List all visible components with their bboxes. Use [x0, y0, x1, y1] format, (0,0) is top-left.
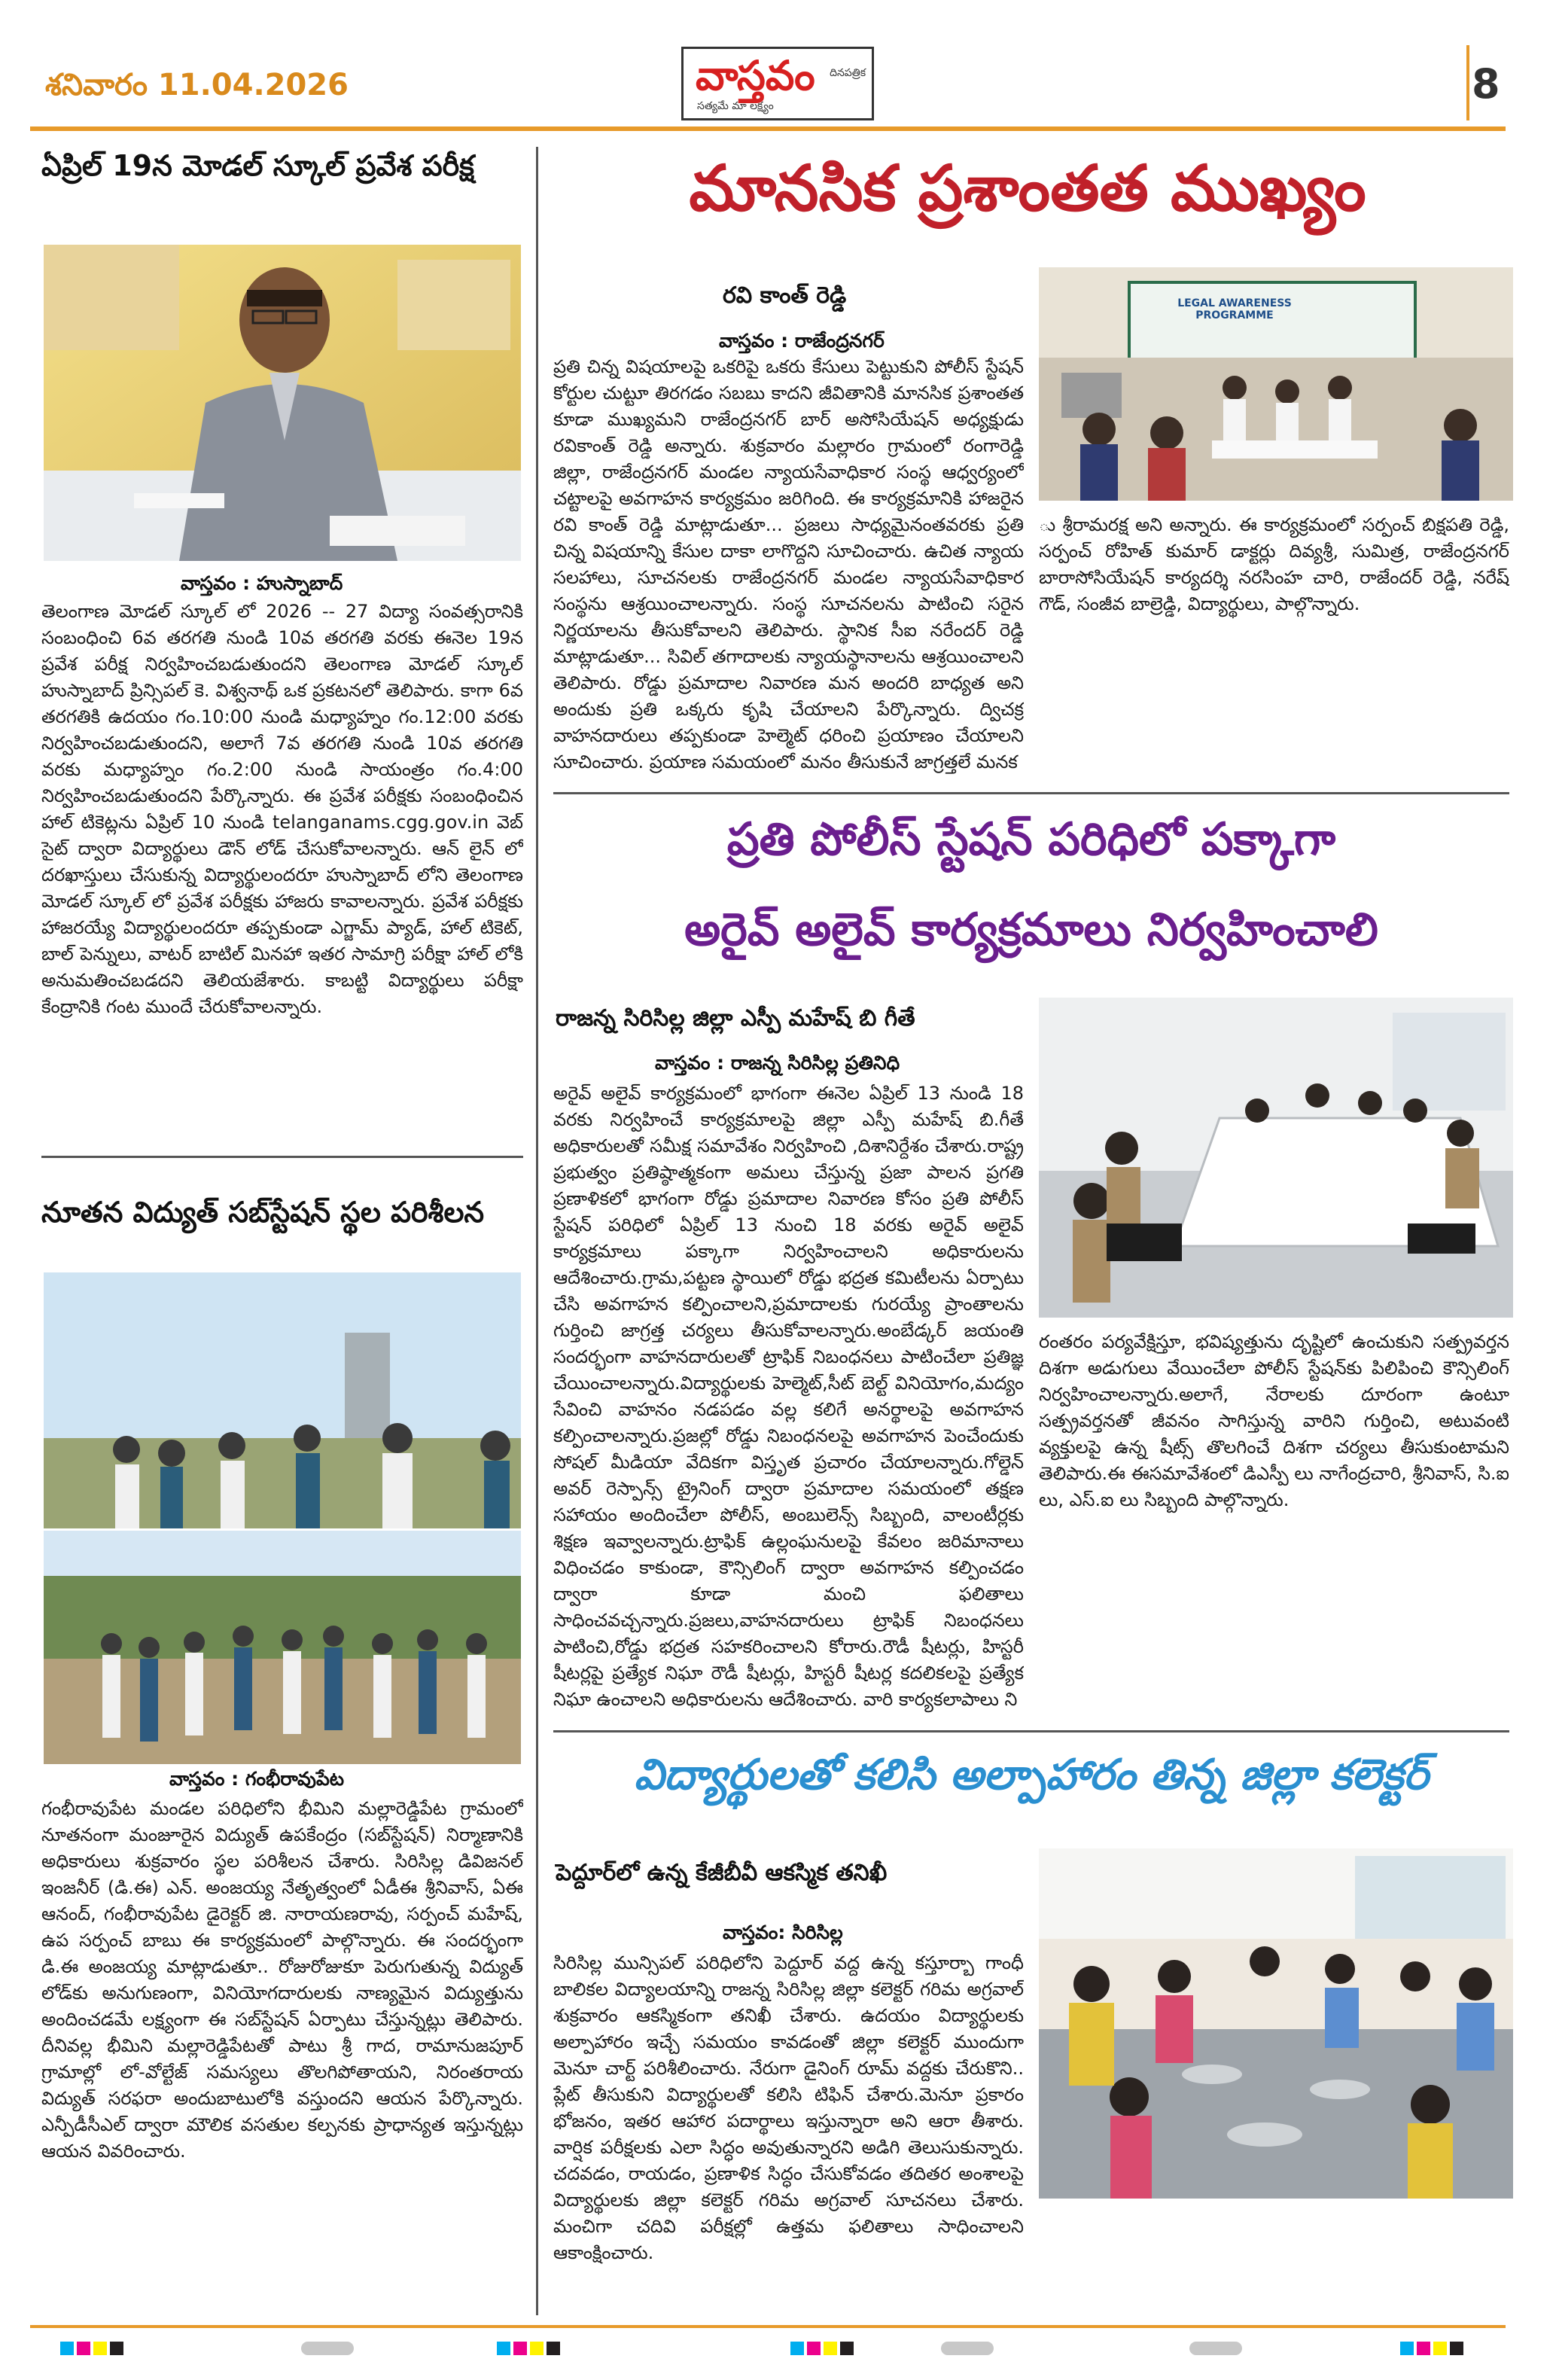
photo-police-meeting — [1039, 998, 1513, 1318]
masthead-subtitle: సత్యమే మా లక్ష్యం — [697, 100, 774, 112]
headline-arrive-alive-1: ప్రతి పోలీస్ స్టేషన్ పరిధిలో పక్కాగా — [726, 813, 1336, 866]
body-arrive-alive-col2: రంతరం పర్యవేక్షిస్తూ, భవిష్యత్తును దృష్టిలో ఉంచుకుని సత్ప్రవర్తన దిశగా అడుగులు వేయించేలా పోలీస్ స్టేషన్‌కు పిలిపించి కౌన్సిలింగ్ నిర్వహించాలన్నారు.అలాగే, నేరాలకు దూరంగా ఉంటూ సత్ప్రవర్తనతో జీవనం సాగిస్తున్న వారిని గుర్తించి, అటువంటి వ్యక్తులపై ఉన్న షీట్స్ తొలగించే దిశగా చర్యలు తీసుకుంటామని తెలిపారు.ఈ ఈసమావేశంలో డిఎస్పీ లు నాగేంద్రచారి, శ్రీనివాస్, సి.ఐ లు, ఎస్.ఐ లు సిబ్బంది పాల్గొన్నారు. — [1039, 1331, 1509, 1510]
divider-left-1 — [41, 1156, 523, 1158]
headline-mental-peace: మానసిక ప్రశాంతత ముఖ్యం — [689, 151, 1366, 225]
masthead-title: వాస్తవం — [696, 52, 815, 99]
photo-substation-2 — [44, 1531, 521, 1764]
body-collector-col1: సిరిసిల్ల మున్సిపల్ పరిధిలోని పెద్దూర్ వద్ద ఉన్న కస్తూర్బా గాంధీ బాలికల విద్యాలయాన్ని రాజన్న సిరిసిల్ల జిల్లా కలెక్టర్ గరిమ అగ్రవాల్ శుక్రవారం ఆకస్మికంగా తనిఖీ చేశారు. ఉదయం విద్యార్థులకు అల్పాహారం ఇచ్చే సమయం కావడంతో జిల్లా కలెక్టర్ ముందుగా మెనూ చార్ట్ పరిశీలించారు. నేరుగా డైనింగ్ రూమ్ వద్దకు చేరుకొని.. ప్లేట్ తీసుకుని విద్యార్థులతో కలిసి టిఫిన్ చేశారు.మెనూ ప్రకారం భోజనం, ఇతర ఆహార పదార్థాలు ఇస్తున్నారా అని ఆరా తీశారు. వార్షిక పరీక్షలకు ఎలా సిద్ధం అవుతున్నారని అడిగి తెలుసుకున్నారు. చదవడం, రాయడం, ప్రణాళిక సిద్ధం చేసుకోవడం తదితర అంశాలపై విద్యార్థులకు జిల్లా కలెక్టర్ గరిమ అగ్రవాల్ సూచనలు చేశారు. మంచిగా చదివి పరీక్షల్లో ఉత్తమ ఫలితాలు సాధించాలని ఆకాంక్షించారు. — [553, 1952, 1024, 2263]
dateline-substation: వాస్తవం : గంభీరావుపేట — [169, 1768, 345, 1790]
masthead-logo — [681, 47, 874, 120]
divider-right-2 — [553, 1730, 1509, 1732]
dateline-arrive-alive: వాస్తవం : రాజన్న సిరిసిల్ల ప్రతినిధి — [655, 1052, 900, 1074]
dateline-mental-peace: వాస్తవం : రాజేంద్రనగర్ — [719, 330, 885, 352]
masthead-tag: దినపత్రిక — [830, 67, 866, 79]
photo-substation-1 — [44, 1272, 521, 1528]
issue-date: శనివారం 11.04.2026 — [45, 68, 349, 102]
byline-mental-peace: రవి కాంత్ రెడ్డి — [723, 282, 847, 309]
body-mental-peace-col1: ప్రతి చిన్న విషయాలపై ఒకరిపై ఒకరు కేసులు పెట్టుకుని పోలీస్ స్టేషన్ కోర్టుల చుట్టూ తిరగడం సబబు కాదని జీవితానికి మానసిక ప్రశాంతత కూడా ముఖ్యమని రాజేంద్రనగర్ బార్ అసోసియేషన్ అధ్యక్షుడు రవికాంత్ రెడ్డి అన్నారు. శుక్రవారం మల్లారం గ్రామంలో రంగారెడ్డి జిల్లా, రాజేంద్రనగర్ మండల న్యాయసేవాధికార సంస్థ ఆధ్వర్యంలో చట్టాలపై అవగాహన కార్యక్రమం జరిగింది. ఈ కార్యక్రమానికి హాజరైన రవి కాంత్ రెడ్డి మాట్లాడుతూ... ప్రజలు సాధ్యమైనంతవరకు ప్రతి చిన్న విషయాన్ని కేసుల దాకా లాగొద్దని సూచించారు. ఉచిత న్యాయ సలహాలు, సూచనలకు రాజేంద్రనగర్ మండల న్యాయసేవాధికార సంస్థను ఆశ్రయించాలన్నారు. సంస్థ సూచనలను పాటించి సరైన నిర్ణయాలను తీసుకోవాలని తెలిపారు. స్థానిక సీఐ నరేందర్ రెడ్డి మాట్లాడుతూ... సివిల్ తగాదాలకు న్యాయస్థానాలను ఆశ్రయించాలని తెలిపారు. రోడ్డు ప్రమాదాల నివారణ మన అందరి బాధ్యత అని అందుకు ప్రతి ఒక్కరు కృషి చేయాలని పేర్కొన్నారు. ద్విచక్ర వాహనదారులు తప్పకుండా హెల్మెట్ ధరించి ప్రయాణం చేయాలని సూచించారు. ప్రయాణ సమయంలో మనం తీసుకునే జాగ్రత్తలే మనక — [553, 356, 1024, 773]
headline-arrive-alive-2: అరైవ్ అలైవ్ కార్యక్రమాలు నిర్వహించాలి — [684, 904, 1378, 956]
page-number: 8 — [1472, 60, 1500, 108]
body-arrive-alive-col1: అరైవ్ అలైవ్ కార్యక్రమంలో భాగంగా ఈనెల ఏప్రిల్ 13 నుండి 18 వరకు నిర్వహించే కార్యక్రమాలపై జిల్లా ఎస్పీ మహేష్ బి.గీతే అధికారులతో సమీక్ష సమావేశం నిర్వహించి ,దిశానిర్దేశం చేశారు.రాష్ట్ర ప్రభుత్వం ప్రతిష్ఠాత్మకంగా అమలు చేస్తున్న ప్రజా పాలన ప్రగతి ప్రణాళికలో భాగంగా రోడ్డు ప్రమాదాల నివారణ కోసం ప్రతి పోలీస్ స్టేషన్ పరిధిలో ఏప్రిల్ 13 నుంచి 18 వరకు అరైవ్ అలైవ్ కార్యక్రమాలు పక్కాగా నిర్వహించాలని అధికారులను ఆదేశించారు.గ్రామ,పట్టణ స్థాయిలో రోడ్డు భద్రత కమిటీలను ఏర్పాటు చేసి అవగాహన కల్పించాలని,ప్రమాదాలకు గురయ్యే ప్రాంతాలను గుర్తించి జాగ్రత్త చర్యలు తీసుకోవాలన్నారు.అంబేడ్కర్ జయంతి సందర్భంగా వాహనదారులతో ట్రాఫిక్ నిబంధనలు పాటించేలా ప్రతిజ్ఞ చేయించాలన్నారు.విద్యార్థులకు హెల్మెట్,సీట్ బెల్ట్ వినియోగం,మద్యం సేవించి వాహనం నడపడం వల్ల కలిగే అనర్థాలపై అవగాహన కల్పించాలన్నారు.ప్రజల్లో రోడ్డు నిబంధనలపై అవగాహన పెంచేందుకు సోషల్ మీడియా వేదికగా విస్తృత ప్రచారం చేయాలన్నారు.గోల్డెన్ అవర్ రెస్పాన్స్ ట్రైనింగ్ ద్వారా ప్రమాదాల సమయంలో తక్షణ సహాయం అందించేలా పోలీస్, అంబులెన్స్ సిబ్బంది, వాలంటీర్లకు శిక్షణ ఇవ్వాలన్నారు.ట్రాఫిక్ ఉల్లంఘనులపై కేవలం జరిమానాలు విధించడం కాకుండా, కౌన్సిలింగ్ ద్వారా అవగాహన కల్పించడం ద్వారా కూడా మంచి ఫలితాలు సాధించవచ్చన్నారు.ప్రజలు,వాహనదారులు ట్రాఫిక్ నిబంధనలు పాటించి,రోడ్డు భద్రత సహకరించాలని కోరారు.రౌడీ షీటర్లు, హిస్టరీ షీటర్లపై ప్రత్యేక నిఘా రౌడీ షీటర్లు, హిస్టరీ షీటర్ల కదలికలపై ప్రత్యేక నిఘా ఉంచాలని అధికారులను ఆదేశించారు. వారి కార్యకలాపాలు ని — [553, 1083, 1024, 1710]
footer-rule — [30, 2325, 1506, 2328]
body-substation: గంభీరావుపేట మండల పరిధిలోని భీమిని మల్లారెడ్డిపేట గ్రామంలో నూతనంగా మంజూరైన విద్యుత్ ఉపకేంద్రం (సబ్‌స్టేషన్) నిర్మాణానికి అధికారులు శుక్రవారం స్థల పరిశీలన చేశారు. సిరిసిల్ల డివిజనల్ ఇంజనీర్ (డి.ఈ) ఎన్. అంజయ్య నేతృత్వంలో ఏడీఈ శ్రీనివాస్, ఏఈ ఆనంద్, గంభీరావుపేట డైరెక్టర్ జి. నారాయణరావు, సర్పంచ్ మహేష్, ఉప సర్పంచ్ బాబు ఈ కార్యక్రమంలో పాల్గొన్నారు. ఈ సందర్భంగా డి.ఈ అంజయ్య మాట్లాడుతూ.. రోజురోజుకూ పెరుగుతున్న విద్యుత్ లోడ్‌కు అనుగుణంగా, వినియోగదారులకు నాణ్యమైన విద్యుత్తును అందించడమే లక్ష్యంగా ఈ సబ్‌స్టేషన్ ఏర్పాటు చేస్తున్నట్లు తెలిపారు. దీనివల్ల భీమిని మల్లారెడ్డిపేటతో పాటు శ్రీ గాద, రామానుజపూర్ గ్రామాల్లో లో-వోల్టేజ్ సమస్యలు తొలగిపోతాయని, నిరంతరాయ విద్యుత్ సరఫరా అందుబాటులోకి వస్తుందని ఆయన పేర్కొన్నారు. ఎన్పీడీసీఎల్ ద్వారా మౌలిక వసతుల కల్పనకు ప్రాధాన్యత ఇస్తున్నట్లు ఆయన వివరించారు. — [41, 1798, 523, 2162]
headline-substation: నూతన విద్యుత్ సబ్‌స్టేషన్ స్థల పరిశీలన — [41, 1196, 485, 1229]
column-divider — [536, 147, 538, 2315]
banner-legal-awareness: LEGAL AWARENESS PROGRAMME — [1177, 297, 1292, 321]
body-collector-col2 — [1039, 2210, 1509, 2315]
header-rule — [30, 126, 1506, 131]
headline-collector: విద్యార్థులతో కలిసి అల్పాహారం తిన్న జిల్లా కలెక్టర్ — [634, 1751, 1429, 1799]
divider-right-1 — [553, 792, 1509, 794]
body-model-school: తెలంగాణ మోడల్ స్కూల్ లో 2026 -- 27 విద్యా సంవత్సరానికి సంబంధించి 6వ తరగతి నుండి 10వ తరగతి వరకు ఈనెల 19న ప్రవేశ పరీక్ష నిర్వహించబడుతుందని తెలంగాణ మోడల్ స్కూల్ హుస్నాబాద్ ప్రిన్సిపల్ కె. విశ్వనాథ్ ఒక ప్రకటనలో తెలిపారు. కాగా 6వ తరగతికి ఉదయం గం.10:00 నుండి మధ్యాహ్నం గం.12:00 వరకు నిర్వహించబడుతుందని, అలాగే 7వ తరగతి నుండి 10వ తరగతి వరకు మధ్యాహ్నం గం.2:00 నుండి సాయంత్రం గం.4:00 నిర్వహించబడుతుందని పేర్కొన్నారు. ఈ ప్రవేశ పరీక్షకు సంబంధించిన హాల్ టికెట్లను ఏప్రిల్ 10 నుండి telanganams.cgg.gov.in వెబ్ సైట్ ద్వారా విద్యార్థులు డౌన్ లోడ్ చేసుకోవాలన్నారు. ఆన్ లైన్ లో దరఖాస్తులు చేసుకున్న విద్యార్థులందరూ హుస్నాబాద్ లోని తెలంగాణ మోడల్ స్కూల్ లో ప్రవేశ పరీక్షకు హాజరు కావాలన్నారు. ప్రవేశ పరీక్షకు హాజరయ్యే విద్యార్థులందరూ తప్పకుండా ఎగ్జామ్ ప్యాడ్, హాల్ టికెట్, బాల్ పెన్నులు, వాటర్ బాటిల్ మినహా ఇతర సామాగ్రి పరీక్షా హాల్ లోకి అనుమతించబడదని తెలియజేశారు. కాబట్టి విద్యార్థులు పరీక్షా కేంద్రానికి గంట ముందే చేరుకోవాలన్నారు. — [41, 601, 523, 1017]
photo-principal — [44, 245, 521, 561]
byline-arrive-alive: రాజన్న సిరిసిల్ల జిల్లా ఎస్పీ మహేష్ బి గీతే — [556, 1005, 915, 1032]
dateline-collector: వాస్తవం: సిరిసిల్ల — [723, 1921, 843, 1943]
dateline-model-school: వాస్తవం : హుస్నాబాద్ — [181, 572, 343, 594]
header-separator — [1466, 45, 1469, 120]
body-mental-peace-col2: ు శ్రీరామరక్ష అని అన్నారు. ఈ కార్యక్రమంలో సర్పంచ్ బిక్షపతి రెడ్డి, సర్పంచ్ రోహిత్ కుమార్ డాక్టర్లు దివ్యశ్రీ, సుమిత్ర, రాజేంద్రనగర్ బారాసోసియేషన్ కార్యదర్శి నరసింహ చారి, రాజేందర్ రెడ్డి, నరేష్ గౌడ్, సంజీవ బాల్రెడ్డి, విద్యార్థులు, పాల్గొన్నారు. — [1039, 514, 1509, 614]
headline-model-school: ఏప్రిల్ 19న మోడల్ స్కూల్ ప్రవేశ పరీక్ష — [41, 149, 474, 182]
photo-collector-students — [1039, 1848, 1513, 2199]
byline-collector: పెద్దూర్‌లో ఉన్న కేజీబీవీ ఆకస్మిక తనిఖీ — [556, 1860, 888, 1886]
